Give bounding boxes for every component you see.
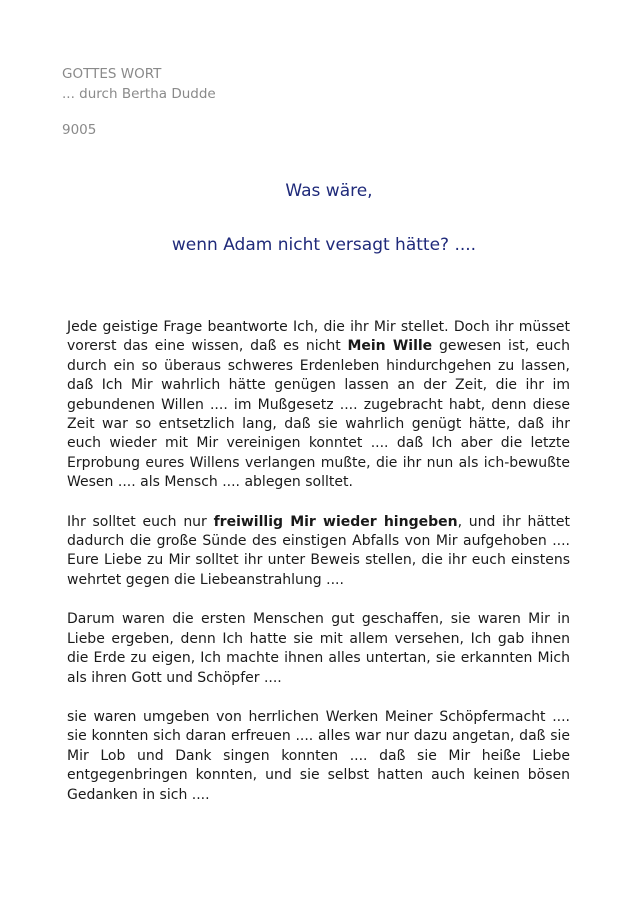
paragraph [67,610,570,688]
emphasis-text: freiwillig Mir wieder hingeben [213,513,458,530]
paragraph-text: Darum waren die ersten Menschen gut geschaffen, sie waren Mir in Liebe ergeben, denn Ich hatte sie mit allem versehen, Ich gab ihnen die Erde zu eigen, Ich machte ihnen alles untertan, sie erkannten Mich als ihren Gott und Schöpfer .... [67,611,570,686]
paragraph-text: gewesen ist, euch durch ein so überaus schweres Erdenleben hindurchgehen zu lassen, daß Ich Mir wahrlich hätte genügen lassen an der Zeit, die ihr im gebundenen Willen .... im Mußgesetz .... zugebracht habt, denn diese Zeit war so entsetzlich lang, daß sie wahrlich genügt hätte, daß ihr euch wieder mit Mir vereinigen konntet .... daß Ich aber die letzte Erprobung eures Willens verlangen mußte, die ihr nun als ich-bewußte Wesen .... als Mensch .... ablegen solltet. [67,338,570,491]
title-line-1: Was wäre, [285,181,373,201]
paragraph-text: Jede geistige Frage beantworte Ich, die ihr Mir stellet. Doch ihr müsset vorerst das eine wissen, daß es nicht [67,319,570,355]
paragraph [67,708,570,805]
paragraph-text: , und ihr hättet dadurch die große Sünde des einstigen Abfalls von Mir aufgehoben .... Eure Liebe zu Mir solltet ihr unter Beweis stellen, die ihr euch einstens wehrtet gegen die Liebeanstrahlung .... [67,513,570,588]
document-number: 9005 [62,122,97,138]
document-body [67,318,570,805]
paragraph [67,318,570,493]
title-line-2: wenn Adam nicht versagt hätte? .... [171,235,477,255]
paragraph [67,513,570,591]
paragraph-text: sie waren umgeben von herrlichen Werken Meiner Schöpfermacht .... sie konnten sich daran erfreuen .... alles war nur dazu angetan, daß sie Mir Lob und Dank singen konnten .... daß sie Mir heiße Liebe entgegenbringen konnten, und sie selbst hatten auch keinen bösen Gedanken in sich .... [67,708,570,803]
source-line: GOTTES WORT [62,66,162,82]
document-header [62,64,216,140]
paragraph-text: Ihr solltet euch nur [67,513,214,530]
author-line: ... durch Bertha Dudde [62,86,216,102]
emphasis-text: Mein Wille [347,338,433,355]
